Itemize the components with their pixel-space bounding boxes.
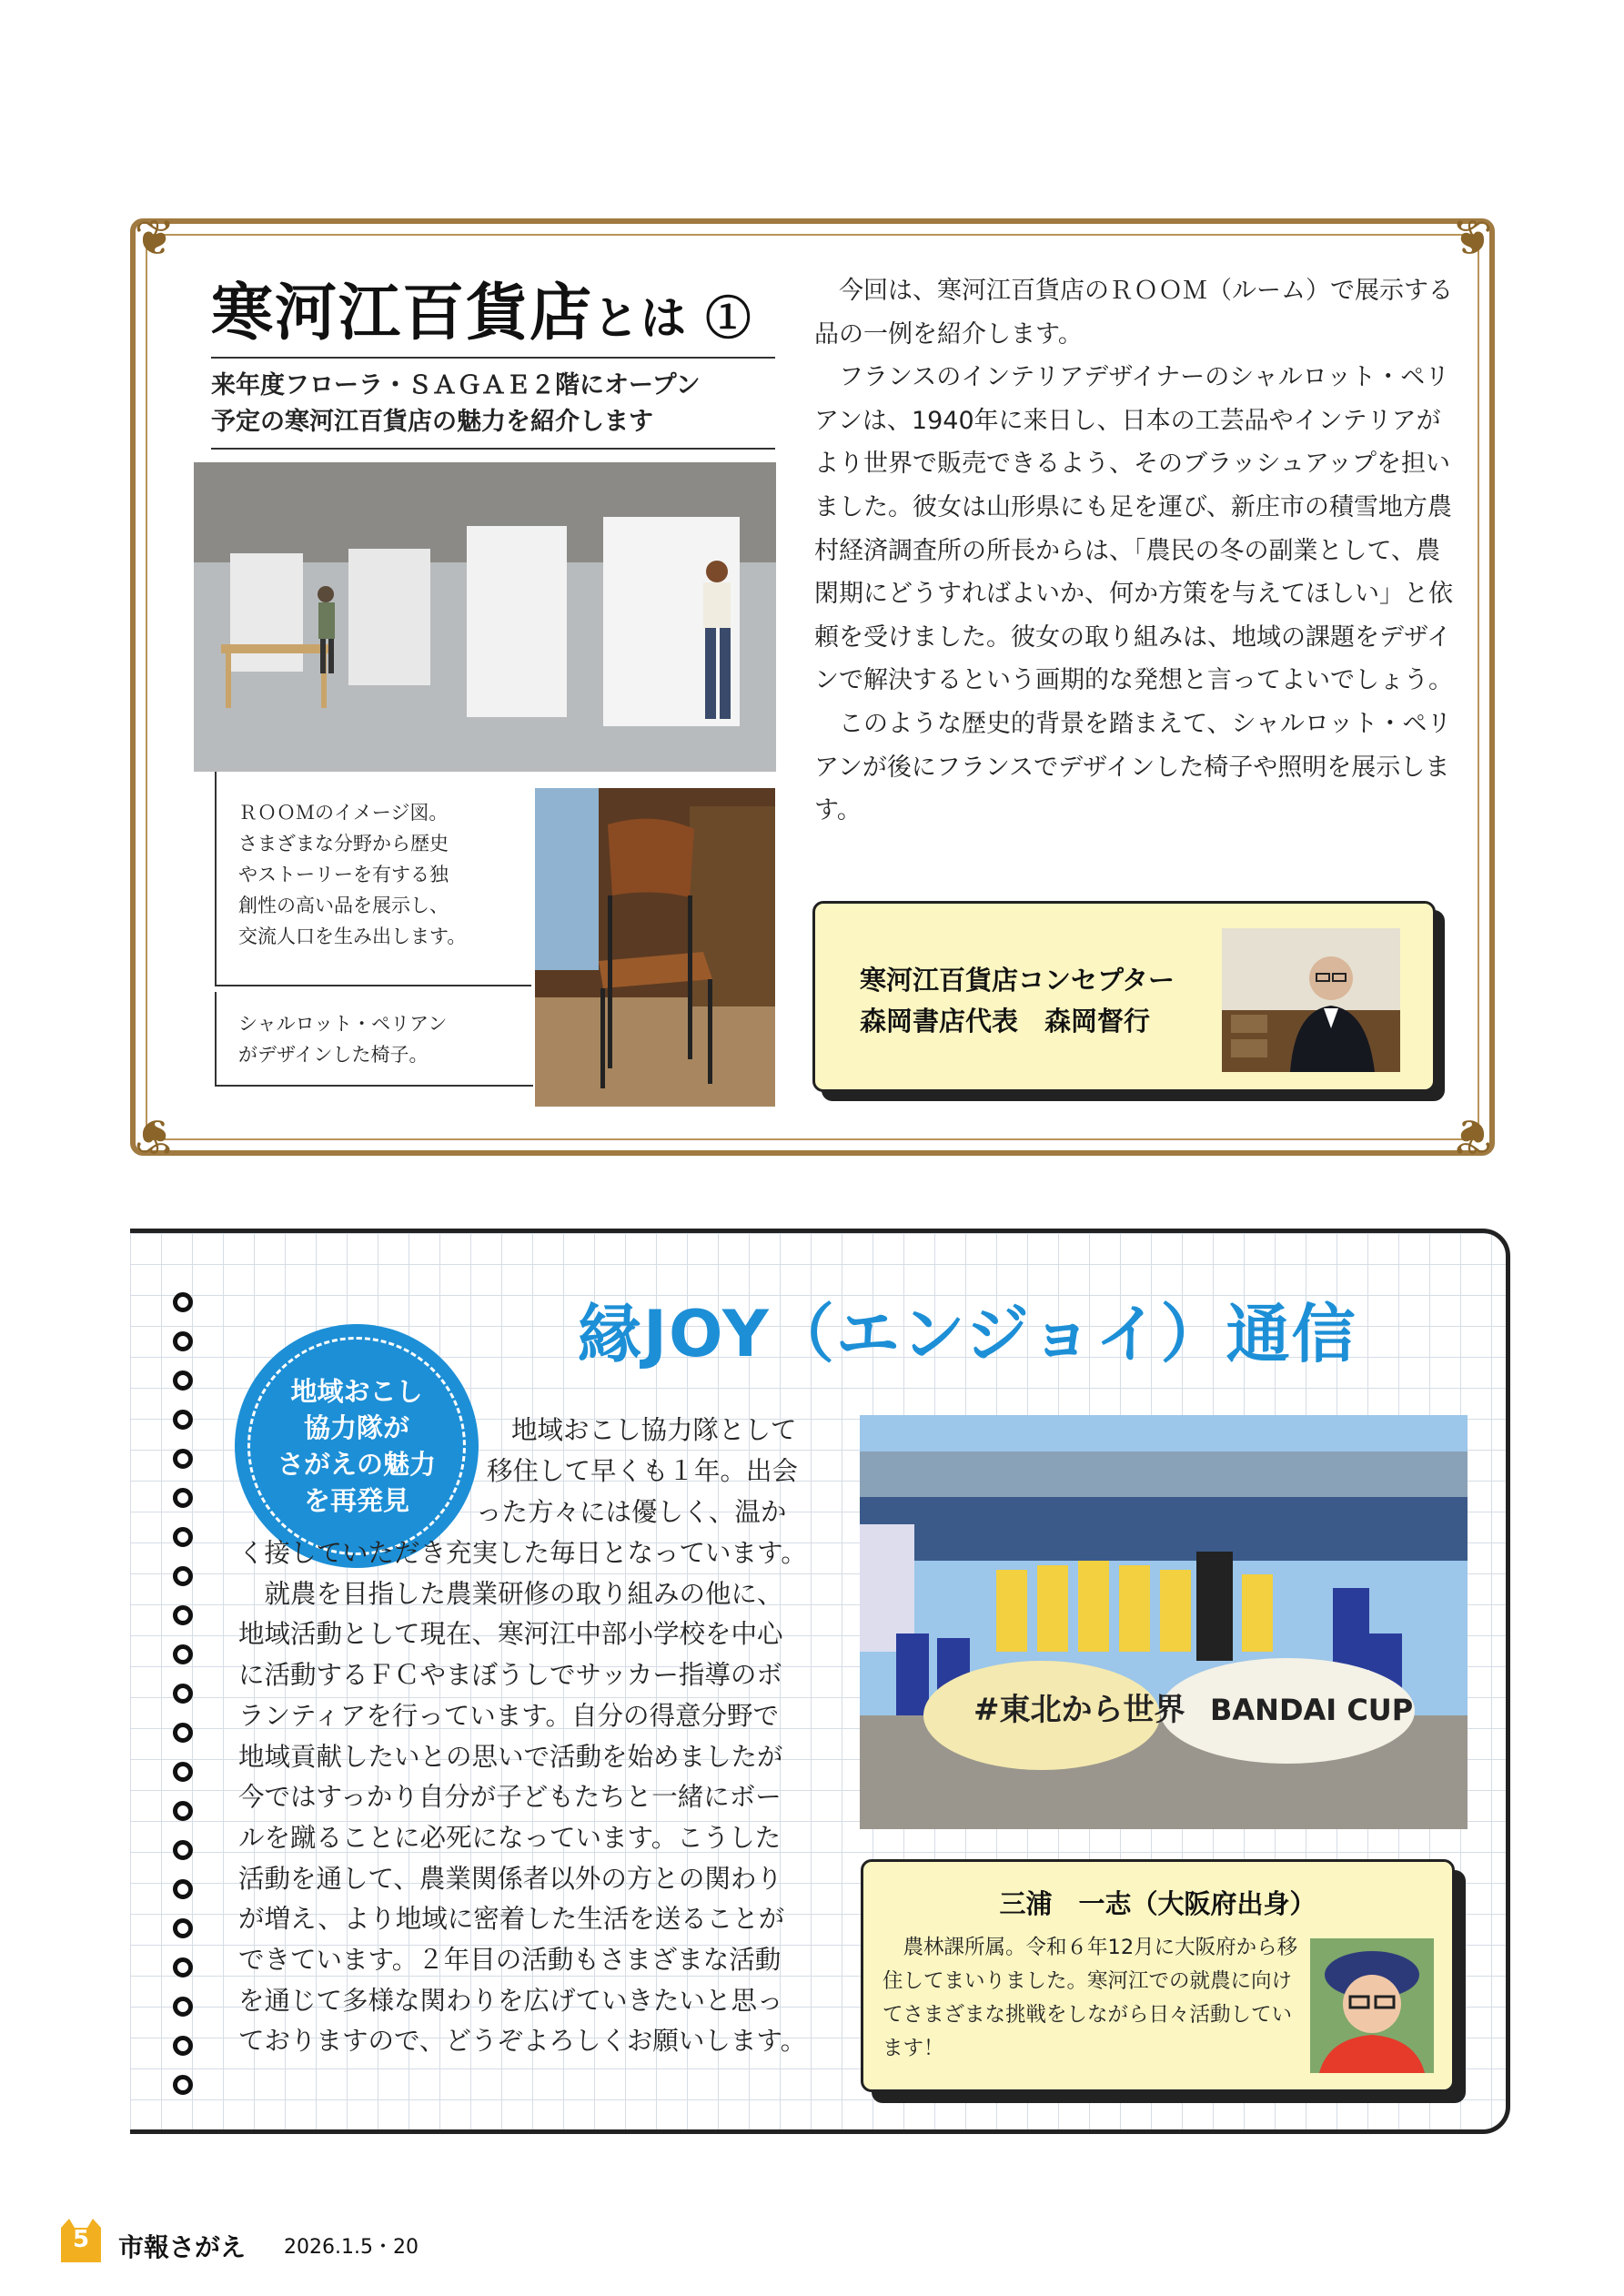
title-suffix: とは ① — [593, 291, 753, 345]
badge-line: 協力隊が — [303, 1412, 409, 1443]
profile-text: 農林課所属。令和６年12月に大阪府から移住してまいりました。寒河江での就農に向けてさまざまな挑戦をしながら日々活動しています！ — [883, 1936, 1298, 2060]
body-line: った方々には優しく、温か — [476, 1497, 787, 1527]
body-line: 今ではすっかり自分が子どもたちと一緒にボー — [238, 1782, 782, 1813]
portrait-photo — [1310, 1938, 1434, 2073]
binder-ring-icon — [173, 1644, 193, 1664]
chair-caption — [215, 992, 533, 1087]
publication-name: 市報さがえ — [118, 2232, 247, 2262]
body-line: 就農を目指した農業研修の取り組みの他に、 — [238, 1578, 783, 1609]
page-number: 5 — [72, 2226, 90, 2253]
ornament-icon: ❦ — [1451, 1108, 1493, 1165]
ornament-icon: ❦ — [134, 1108, 176, 1165]
article-subtitle — [211, 357, 775, 450]
binder-ring-icon — [173, 1918, 193, 1938]
body-line: 移住して早くも１年。出会 — [487, 1456, 799, 1486]
column-body — [238, 1533, 807, 2062]
profile-card-text — [860, 960, 1175, 1042]
caption-line: 創性の高い品を展示し、 — [238, 895, 449, 916]
team-photo — [860, 1415, 1468, 1829]
body-line: ルを蹴ることに必死になっています。こうした — [238, 1822, 782, 1853]
badge-line: を再発見 — [303, 1485, 409, 1516]
binder-ring-icon — [173, 1997, 193, 2017]
article-body — [814, 269, 1460, 833]
caption-line: さまざまな分野から歴史 — [238, 833, 449, 855]
binder-ring-icon — [173, 1371, 193, 1391]
body-line: く接していただき充実した毎日となっています。 — [238, 1538, 807, 1568]
badge-line: 地域おこし — [290, 1376, 423, 1407]
ornament-icon: ❦ — [1451, 209, 1493, 267]
binder-ring-icon — [173, 2036, 193, 2056]
notebook-top-line — [130, 1229, 1386, 1233]
body-line: できています。２年目の活動もさまざまな活動 — [238, 1945, 782, 1976]
caption-line: 交流人口を生み出します。 — [238, 925, 467, 947]
binder-ring-icon — [173, 1840, 193, 1860]
body-paragraph: 今回は、寒河江百貨店のＲＯＯＭ（ルーム）で展示する品の一例を紹介します。 — [814, 277, 1453, 349]
title-main: 寒河江百貨店 — [211, 277, 594, 349]
binder-ring-icon — [173, 1488, 193, 1508]
profile-body — [883, 1931, 1301, 2066]
column-title: 縁JOY（エンジョイ）通信 — [578, 1297, 1357, 1371]
caption-line: ＲＯＯＭのイメージ図。 — [238, 802, 449, 824]
subtitle-line: 来年度フローラ・ＳＡＧＡＥ２階にオープン — [211, 371, 701, 400]
binder-ring-icon — [173, 1566, 193, 1586]
issue-date: 2026.1.5・20 — [284, 2236, 419, 2259]
caption-line: がデザインした椅子。 — [238, 1044, 429, 1066]
banner-text-right: BANDAI CUP — [1210, 1693, 1414, 1727]
room-caption — [215, 772, 531, 986]
body-line: ておりますので、どうぞよろしくお願いします。 — [238, 2026, 807, 2057]
caption-line: やストーリーを有する独 — [238, 864, 449, 885]
badge-line: さがえの魅力 — [277, 1449, 436, 1480]
body-line: 地域貢献したいとの思いで活動を始めましたが — [238, 1741, 783, 1772]
notebook-bottom-line — [130, 2129, 1386, 2134]
binder-ring-icon — [173, 1684, 193, 1704]
profile-name: 三浦 一志（大阪府出身） — [999, 1888, 1316, 1919]
portrait-photo — [1222, 928, 1400, 1072]
binder-ring-icon — [173, 1801, 193, 1821]
badge-text — [247, 1337, 466, 1555]
ornament-icon: ❦ — [134, 209, 176, 267]
caption-line: シャルロット・ペリアン — [238, 1013, 448, 1035]
body-paragraph: このような歴史的背景を踏まえて、シャルロット・ペリアンが後にフランスでデザインした椅子や照明を展示します。 — [814, 709, 1452, 825]
binder-ring-icon — [173, 1331, 193, 1351]
banner-text-left: #東北から世界 — [973, 1692, 1185, 1728]
binder-ring-icon — [173, 2075, 193, 2095]
binder-ring-icon — [173, 1605, 193, 1625]
binder-ring-icon — [173, 1410, 193, 1430]
chair-image — [535, 788, 775, 1107]
body-line: 地域おこし協力隊として — [511, 1415, 797, 1445]
body-line: 活動を通して、農業関係者以外の方との関わり — [238, 1863, 782, 1894]
binder-ring-icon — [173, 1449, 193, 1469]
binder-ring-icon — [173, 1762, 193, 1782]
binder-ring-icon — [173, 1723, 193, 1743]
subtitle-line: 予定の寒河江百貨店の魅力を紹介します — [211, 408, 653, 436]
body-line: に活動するＦＣやまぼうしでサッカー指導のボ — [238, 1660, 782, 1691]
body-line: ランティアを行っています。自分の得意分野で — [238, 1700, 779, 1731]
body-line: を通じて多様な関わりを広げていきたいと思っ — [238, 1985, 783, 2016]
body-line: が増え、より地域に密着した生活を送ることが — [238, 1904, 785, 1935]
binder-ring-icon — [173, 1957, 193, 1977]
binder-ring-icon — [173, 1879, 193, 1899]
profile-name: 森岡書店代表 森岡督行 — [860, 1006, 1151, 1037]
binder-ring-icon — [173, 1527, 193, 1547]
profile-role: 寒河江百貨店コンセプター — [860, 965, 1175, 996]
article-title — [211, 264, 752, 352]
room-image — [194, 462, 776, 772]
binder-ring-icon — [173, 1292, 193, 1312]
body-line: 地域活動として現在、寒河江中部小学校を中心 — [238, 1619, 783, 1650]
body-paragraph: フランスのインテリアデザイナーのシャルロット・ペリアンは、1940年に来日し、日本の工芸品やインテリアがより世界で販売できるよう、そのブラッシュアップを担いました。彼女は山形県にも足を運び、新庄市の積雪地方農村経済調査所の所長からは、「農民の冬の副業として、農閑期にどうすればよいか、何か方策を与えてほしい」と依頼を受けました。彼女の取り組みは、地域の課題をデザインで解決するという画期的な発想と言ってよいでしょう。 — [814, 363, 1453, 695]
